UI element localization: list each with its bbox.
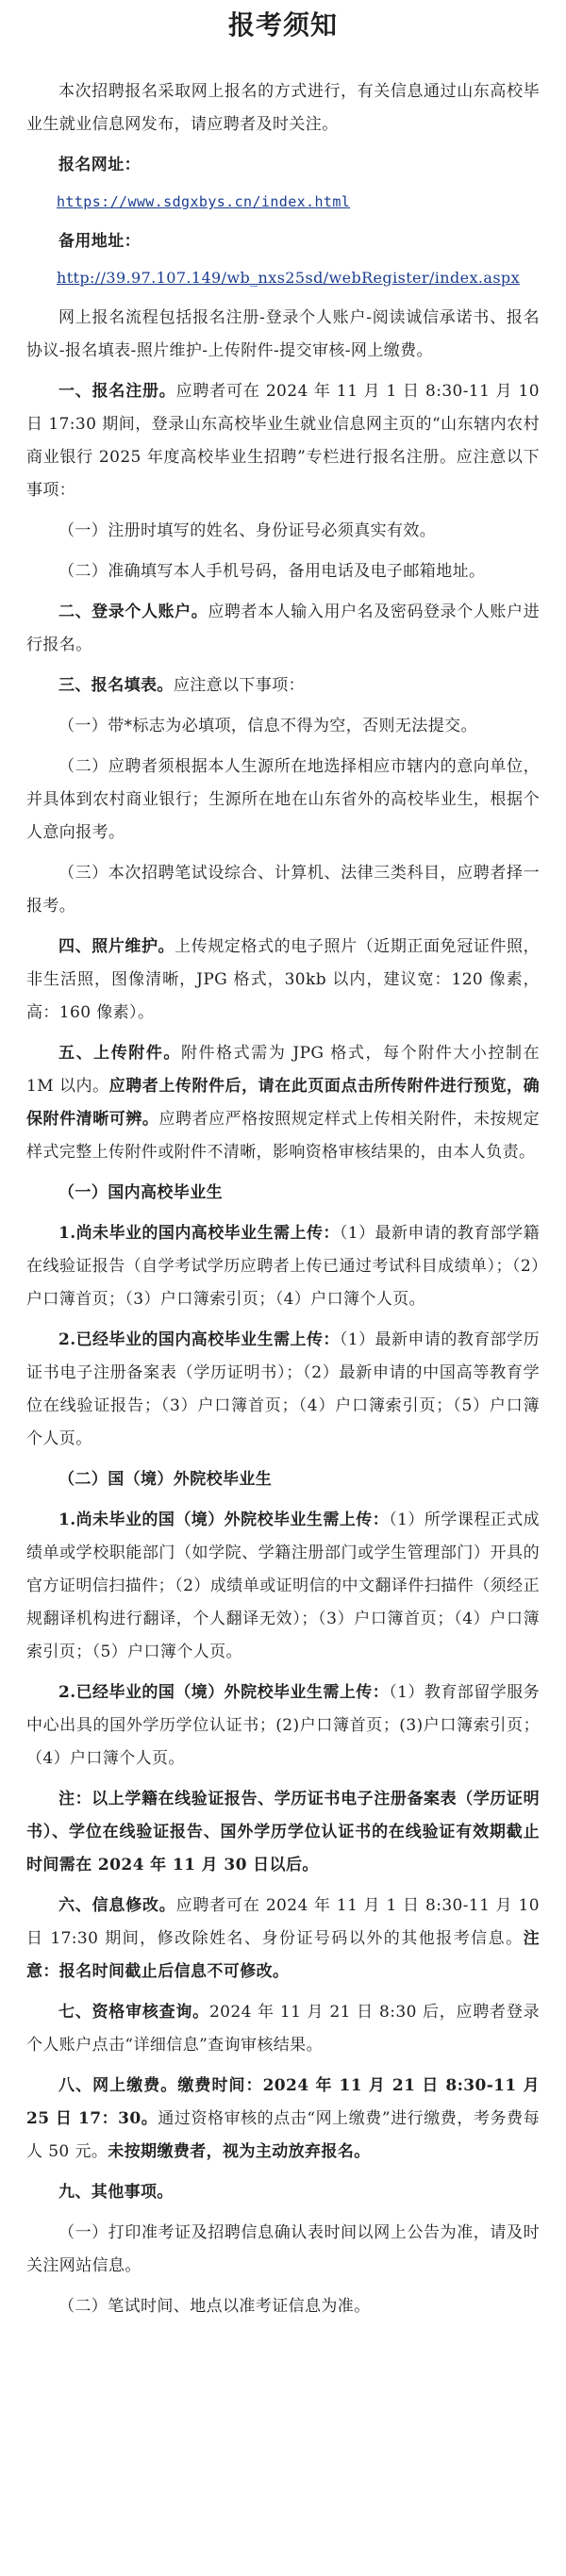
register-label: 报名网址： [58,156,141,174]
section-3-heading: 三、报名填表。 [58,676,174,695]
overseas-item-1 [26,1504,540,1669]
section-9-heading: 九、其他事项。 [58,2183,174,2202]
section-6-heading: 六、信息修改。 [58,1896,176,1915]
overseas-item-2 [26,1676,540,1775]
section-3-item: （一）带*标志为必填项，信息不得为空，否则无法提交。 [58,717,477,735]
section-1-item: （一）注册时填写的姓名、身份证号必须真实有效。 [58,521,437,540]
page-title: 报考须知 [227,9,338,41]
section-8-time: 缴费时间：2024 年 11 月 21 日 8:30-11 月 25 日 17：30。 [26,2076,540,2128]
domestic-item-1-heading: 1.尚未毕业的国内高校毕业生需上传： [58,1224,340,1243]
section-7-heading: 七、资格审核查询。 [58,2003,209,2022]
section-1-item: （二）准确填写本人手机号码，备用电话及电子邮箱地址。 [58,562,486,581]
section-5-body-2: 应聘者应严格按照规定样式上传相关附件，未按规定样式完整上传附件或附件不清晰，影响资格审核结果的，由本人负责。 [26,1110,541,1162]
section-3-item: （三）本次招聘笔试设综合、计算机、法律三类科目，应聘者择一报考。 [26,864,540,916]
overseas-item-2-heading: 2.已经毕业的国（境）外院校毕业生需上传： [58,1683,390,1702]
section-8-body: 通过资格审核的点击“网上缴费”进行缴费，考务费每人 50 元。 [26,2109,540,2161]
section-5-heading: 五、上传附件。 [58,1044,181,1063]
section-5-emphasis: 应聘者上传附件后，请在此页面点击所传附件进行预览，确保附件清晰可辨。 [26,1077,540,1129]
register-link[interactable]: https://www.sdgxbys.cn/index.html [57,193,351,210]
process-paragraph: 网上报名流程包括报名注册-登录个人账户-阅读诚信承诺书、报名协议-报名填表-照片维护-上传附件-提交审核-网上缴费。 [26,308,540,360]
section-3-body: 应注意以下事项： [173,676,306,695]
section-1 [26,375,540,507]
overseas-heading: （二）国（境）外院校毕业生 [58,1470,273,1489]
section-4-heading: 四、照片维护。 [58,937,175,956]
overseas-item-1-heading: 1.尚未毕业的国（境）外院校毕业生需上传： [58,1511,390,1529]
section-2-heading: 二、登录个人账户。 [58,603,208,621]
domestic-item-2 [26,1324,540,1456]
intro-paragraph: 本次招聘报名采取网上报名的方式进行，有关信息通过山东高校毕业生就业信息网发布，请应聘者及时关注。 [26,82,540,134]
section-3-item: （二）应聘者须根据本人生源所在地选择相应市辖内的意向单位，并具体到农村商业银行；生源所在地在山东省外的高校毕业生，根据个人意向报考。 [26,757,540,842]
section-3 [26,669,540,702]
domestic-item-1 [26,1217,540,1316]
section-6-emphasis: 注意：报名时间截止后信息不可修改。 [26,1929,540,1981]
section-9 [26,2176,540,2209]
section-4 [26,931,540,1030]
backup-label: 备用地址： [58,232,141,251]
section-8-emphasis: 未按期缴费者，视为主动放弃报名。 [108,2142,371,2161]
section-2 [26,596,540,662]
validity-note: 注：以上学籍在线验证报告、学历证书电子注册备案表（学历证明书）、学位在线验证报告、国外学历学位认证书的在线验证有效期截止时间需在 2024 年 11 月 30 日以后。 [26,1790,540,1874]
section-5-body: 附件格式需为 JPG 格式，每个附件大小控制在 1M 以内。 [26,1044,540,1096]
domestic-heading: （一）国内高校毕业生 [58,1183,223,1202]
overseas-item-2-body: （1）教育部留学服务中心出具的国外学历学位认证书；(2)户口簿首页；(3)户口簿索引页；（4）户口簿个人页。 [26,1683,540,1768]
overseas-item-1-body: （1）所学课程正式成绩单或学校职能部门（如学院、学籍注册部门或学生管理部门）开具的官方证明信扫描件；（2）成绩单或证明信的中文翻译件扫描件（须经正规翻译机构进行翻译，个人翻译无效）；（3）户口簿首页；（4）户口簿索引页；（5）户口簿个人页。 [26,1511,540,1661]
section-8 [26,2070,540,2169]
backup-link[interactable]: http://39.97.107.149/wb_nxs25sd/webRegister/index.aspx [57,269,520,287]
section-2-body: 应聘者本人输入用户名及密码登录个人账户进行报名。 [26,603,541,654]
section-7 [26,1996,540,2062]
domestic-item-1-body: （1）最新申请的教育部学籍在线验证报告（自学考试学历应聘者上传已通过考试科目成绩单）；（2）户口簿首页；（3）户口簿索引页；（4）户口簿个人页。 [26,1224,540,1309]
domestic-item-2-heading: 2.已经毕业的国内高校毕业生需上传： [58,1330,340,1349]
section-5 [26,1037,540,1169]
domestic-item-2-body: （1）最新申请的教育部学历证书电子注册备案表（学历证明书）；（2）最新申请的中国高等教育学位在线验证报告；（3）户口簿首页；（4）户口簿索引页；（5）户口簿个人页。 [26,1330,540,1448]
section-6-body: 应聘者可在 2024 年 11 月 1 日 8:30-11 月 10 日 17:30 期间，修改除姓名、身份证号码以外的其他报考信息。 [26,1896,540,1948]
section-4-body: 上传规定格式的电子照片（近期正面免冠证件照，非生活照，图像清晰，JPG 格式，30kb 以内，建议宽：120 像素，高：160 像素）。 [26,937,540,1022]
section-9-item: （一）打印准考证及招聘信息确认表时间以网上公告为准，请及时关注网站信息。 [26,2223,540,2275]
section-9-item: （二）笔试时间、地点以准考证信息为准。 [58,2297,371,2316]
section-6 [26,1890,540,1989]
section-8-heading: 八、网上缴费。 [58,2076,178,2095]
section-7-body: 2024 年 11 月 21 日 8:30 后，应聘者登录个人账户点击“详细信息”查询审核结果。 [26,2003,540,2055]
section-1-heading: 一、报名注册。 [58,382,176,401]
section-1-body: 应聘者可在 2024 年 11 月 1 日 8:30-11 月 10 日 17:30 期间，登录山东高校毕业生就业信息网主页的“山东辖内农村商业银行 2025 年度高校毕业生招聘”专栏进行报名注册。应注意以下事项： [26,382,540,500]
